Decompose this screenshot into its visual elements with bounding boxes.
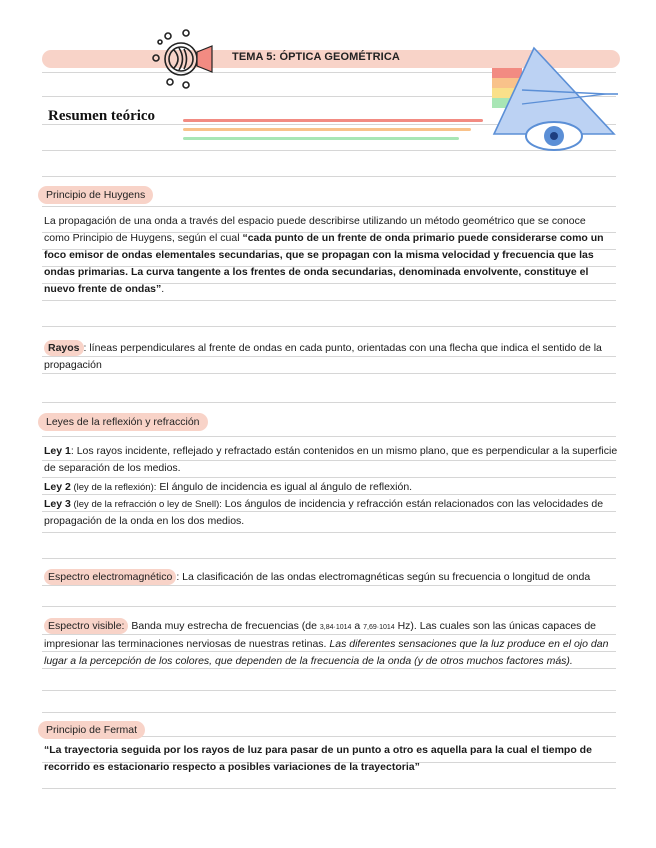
visible-t3: Hz). Las cuales son las únicas capaces de impresionar las terminaciones nerviosas de nuestras retinas. [44, 620, 597, 650]
espectro-visible-title: Espectro visible: [44, 618, 128, 634]
huygens-title: Principio de Huygens [38, 186, 153, 204]
page-title: TEMA 5: ÓPTICA GEOMÉTRICA [232, 51, 400, 63]
stripe-red [183, 119, 483, 122]
ley1-label: Ley 1 [44, 445, 71, 457]
stripe-green [183, 137, 459, 140]
visible-italic: Las diferentes sensaciones que la luz produce en el ojo dan lugar a la percepción de los colores, que dependen de la frecuencia de la onda [44, 638, 609, 667]
leyes-title: Leyes de la reflexión y refracción [38, 413, 208, 431]
ley2 [44, 479, 624, 496]
eye-lens-icon [148, 28, 214, 90]
ley3-text: Los ángulos de incidencia y refracción están relacionados con las velocidades de propagación de la onda en los dos medios. [44, 498, 604, 527]
fermat-quote: “La trayectoria seguida por los rayos de luz para pasar de un punto a otro es aquella para la cual el tiempo de recorrido es estacionario respecto a posibles variaciones de la trayectoria” [44, 744, 592, 773]
rayos-term: Rayos [44, 340, 84, 356]
espectro-visible-paragraph [44, 618, 610, 670]
fermat-title: Principio de Fermat [38, 721, 145, 739]
ley3 [44, 496, 606, 530]
prism-eye-icon [488, 44, 620, 160]
ley1 [44, 443, 624, 477]
stripe-orange [183, 128, 471, 131]
ley1-text: : Los rayos incidente, reflejado y refractado están contenidos en un mismo plano, que es perpendicular a la superficie de separación de los medios. [44, 445, 618, 474]
ley2-text: El ángulo de incidencia es igual al ángulo de reflexión. [156, 481, 413, 493]
espectro-em-title: Espectro electromagnético [44, 569, 176, 585]
rayos-text: : líneas perpendiculares al frente de ondas en cada punto, orientadas con una flecha que indica el sentido de la propagación [44, 342, 602, 371]
espectro-em-text: : La clasificación de las ondas electromagnéticas según su frecuencia o longitud de onda [176, 571, 591, 583]
huygens-end: . [161, 283, 165, 295]
huygens-paragraph [44, 213, 606, 298]
section-heading: Resumen teórico [48, 108, 156, 124]
freq-high: 7,69·1014 [363, 624, 395, 631]
ley2-label: Ley 2 [44, 481, 71, 493]
huygens-text: La propagación de una onda a través del espacio puede describirse utilizando un método geométrico que se conoce como Principio de Huygens, según el cual [44, 215, 586, 244]
ley3-label: Ley 3 [44, 498, 71, 510]
ley3-paren: (ley de la refracción o ley de Snell): [70, 499, 222, 510]
ley2-paren: (ley de la reflexión): [70, 482, 157, 493]
freq-low: 3,84·1014 [319, 624, 352, 631]
espectro-em-paragraph [44, 569, 614, 586]
rayos-paragraph [44, 340, 604, 374]
visible-t1: Banda muy estrecha de frecuencias (de [128, 620, 320, 632]
visible-t2: a [351, 620, 364, 632]
huygens-quote: “cada punto de un frente de onda primario puede considerarse como un foco emisor de ondas elementales secundarias, que se propagan con la misma velocidad y frecuencia que las ondas primarias. La curva tangente a los frentes de onda secundarias, denominada envolvente, constituye el nuevo frente de ondas” [44, 232, 604, 295]
visible-end: (y de otros muchos factores más). [411, 655, 573, 667]
